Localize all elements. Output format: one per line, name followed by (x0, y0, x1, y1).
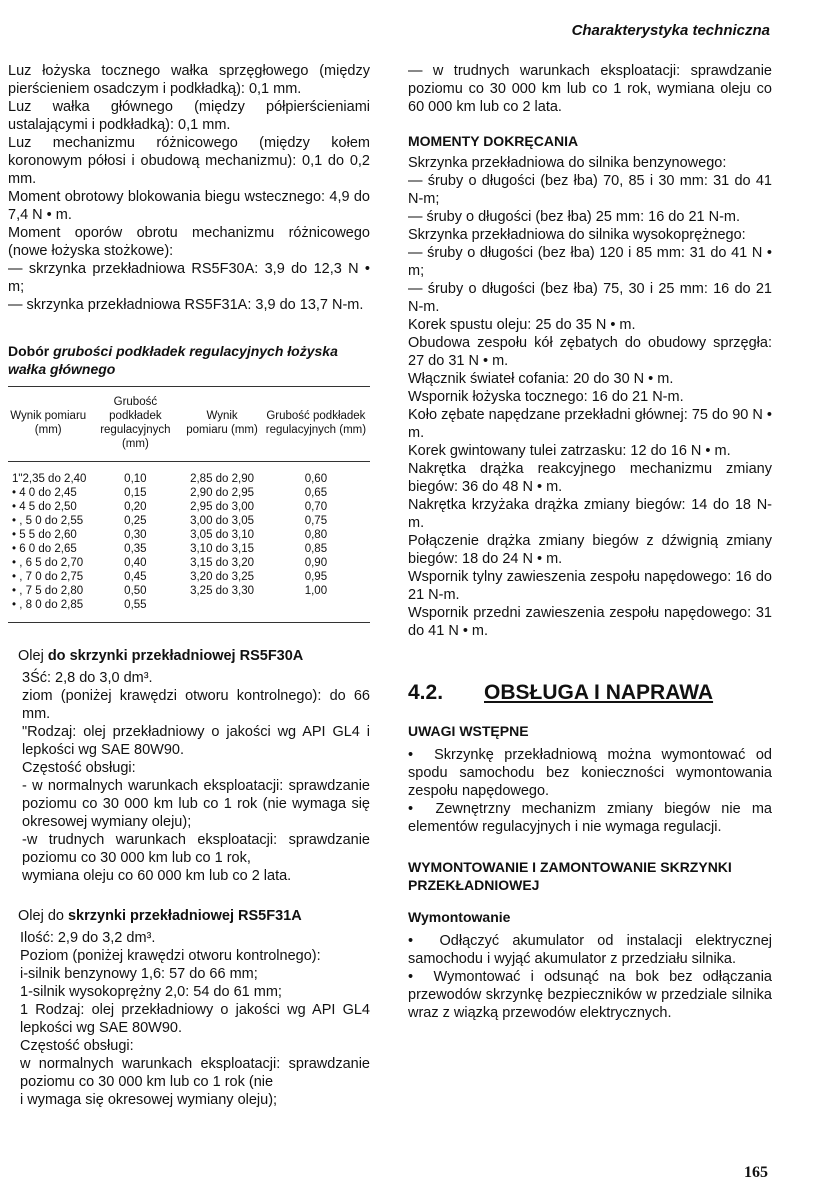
paragraph: Koło zębate napędzane przekładni głównej: 75 do 90 N • m. (408, 407, 772, 441)
paragraph: Luz mechanizmu różnicowego (między kołem koronowym półosi i obudową mechanizmu): 0,1 do 0,2 mm. (8, 135, 370, 187)
table-column-2 (88, 462, 182, 623)
table-header: Wynik pomiaru (mm) (8, 387, 88, 462)
paragraph: -w trudnych warunkach eksploatacji: sprawdzanie poziomu co 30 000 km lub co 1 rok, (22, 832, 370, 866)
paragraph: Luz wałka głównego (między półpierścieniami ustalającymi i podkładką): 0,1 mm. (8, 99, 370, 133)
paragraph: Wspornik przedni zawieszenia zespołu napędowego: 31 do 41 N • m. (408, 605, 772, 639)
paragraph: wymiana oleju co 60 000 km lub co 2 lata. (22, 868, 292, 884)
table-cell: 3,15 do 3,20 (190, 557, 255, 569)
table-header: Grubość podkładek regulacyjnych (mm) (262, 387, 370, 462)
torque-title: MOMENTY DOKRĘCANIA (408, 133, 579, 149)
table-cell: 0,70 (304, 501, 328, 513)
bullet-item: • Odłączyć akumulator od instalacji elektrycznej samochodu i wyjąć akumulator z przedziału silnika. (408, 932, 772, 968)
bullet-item: • Zewnętrzny mechanizm zmiany biegów nie ma elementów regulacyjnych i nie wymaga regulacji. (408, 800, 772, 836)
paragraph: Wspornik łożyska tocznego: 16 do 21 N-m. (408, 389, 684, 405)
paragraph: Wspornik tylny zawieszenia zespołu napędowego: 16 do 21 N-m. (408, 569, 772, 603)
table-cell: 0,30 (124, 529, 147, 541)
table-header: Grubość podkładek regulacyjnych (mm) (88, 387, 182, 462)
paragraph: w normalnych warunkach eksploatacji: sprawdzanie poziomu co 30 000 km lub co 1 rok (nie (20, 1056, 370, 1090)
table-cell: • 5 5 do 2,60 (12, 529, 77, 541)
table-cell: 3,05 do 3,10 (190, 529, 255, 541)
section-heading (408, 681, 772, 704)
table-column-3 (182, 462, 261, 623)
paragraph: 1 Rodzaj: olej przekładniowy o jakości wg API GL4 lepkości wg SAE 80W90. (20, 1002, 370, 1036)
table-cell: 3,20 do 3,25 (190, 571, 255, 583)
left-column (8, 62, 370, 1109)
table-cell: 0,95 (304, 571, 328, 583)
table-title-italic: grubości podkładek regulacyjnych łożyska wałka głównego (8, 343, 338, 377)
paragraph: Poziom (poniżej krawędzi otworu kontrolnego): (20, 948, 321, 964)
running-header: Charakterystyka techniczna (571, 22, 770, 39)
paragraph: — śruby o długości (bez łba) 70, 85 i 30 mm: 31 do 41 N-m; (408, 173, 772, 207)
table-cell: 0,80 (304, 529, 328, 541)
table-cell: 3,00 do 3,05 (190, 515, 255, 527)
paragraph: Częstość obsługi: (20, 1038, 134, 1054)
paragraph: Moment oporów obrotu mechanizmu różnicowego (nowe łożyska stożkowe): (8, 225, 370, 259)
table-cell: 0,55 (124, 599, 147, 611)
paragraph: — skrzynka przekładniowa RS5F30A: 3,9 do 12,3 N • m; (8, 261, 370, 295)
table-cell: 1"2,35 do 2,40 (12, 473, 87, 485)
paragraph: Połączenie drążka zmiany biegów z dźwignią zmiany biegów: 18 do 24 N • m. (408, 533, 772, 567)
paragraph: - w normalnych warunkach eksploatacji: sprawdzanie poziomu co 30 000 km lub co 1 rok (nie wymaga się okresowej wymiany oleju); (22, 778, 370, 830)
paragraph: Obudowa zespołu kół zębatych do obudowy sprzęgła: 27 do 31 N • m. (408, 335, 772, 369)
paragraph: — śruby o długości (bez łba) 120 i 85 mm: 31 do 41 N • m; (408, 245, 772, 279)
oil-section-title (8, 907, 370, 925)
paragraph: Skrzynka przekładniowa do silnika wysokoprężnego: (408, 227, 746, 243)
table-cell: • 4 0 do 2,45 (12, 487, 77, 499)
table-cell: 0,60 (304, 473, 328, 485)
oil-title-prefix: Olej (18, 648, 44, 664)
paragraph: 3Ść: 2,8 do 3,0 dm³. (22, 670, 153, 686)
paragraph: — śruby o długości (bez łba) 25 mm: 16 do 21 N-m. (408, 209, 741, 225)
table-title-bold: Dobór (8, 343, 50, 359)
paragraph: Częstość obsługi: (22, 760, 136, 776)
paragraph: Korek gwintowany tulei zatrzasku: 12 do 16 N • m. (408, 443, 731, 459)
table-title (8, 342, 370, 378)
oil-section-title (8, 647, 370, 665)
table-cell: 1,00 (304, 585, 328, 597)
table-cell: 0,85 (304, 543, 328, 555)
paragraph: — skrzynka przekładniowa RS5F31A: 3,9 do 13,7 N-m. (8, 297, 364, 313)
table-cell: • , 7 5 do 2,80 (12, 585, 84, 597)
table-cell: 0,35 (124, 543, 147, 555)
oil-section-body (8, 669, 370, 885)
table-cell: • , 7 0 do 2,75 (12, 571, 84, 583)
paragraph: Nakrętka krzyżaka drążka zmiany biegów: 14 do 18 N-m. (408, 497, 772, 531)
section-number: 4.2. (408, 681, 444, 704)
table-cell: 3,10 do 3,15 (190, 543, 255, 555)
table-cell: 0,45 (124, 571, 147, 583)
paragraph: "Rodzaj: olej przekładniowy o jakości wg API GL4 i lepkości wg SAE 80W90. (22, 724, 370, 758)
table-cell: 0,40 (124, 557, 147, 569)
table-cell: • , 6 5 do 2,70 (12, 557, 84, 569)
section-title: OBSŁUGA I NAPRAWA (484, 681, 714, 704)
table-cell: 0,15 (124, 487, 147, 499)
paragraph: Skrzynka przekładniowa do silnika benzynowego: (408, 155, 727, 171)
right-column (408, 62, 772, 1022)
table-cell: 0,25 (124, 515, 147, 527)
table-column-4 (262, 462, 370, 623)
table-cell: 0,20 (124, 501, 147, 513)
page-number: 165 (744, 1164, 768, 1181)
table-cell: • 4 5 do 2,50 (12, 501, 77, 513)
table-cell: 0,10 (124, 473, 147, 485)
table-cell: 0,90 (304, 557, 328, 569)
removal-subtitle: Wymontowanie (408, 909, 511, 925)
oil-title-text: skrzynki przekładniowej RS5F31A (67, 908, 302, 924)
paragraph: ziom (poniżej krawędzi otworu kontrolnego): do 66 mm. (22, 688, 370, 722)
bullet-item: • Skrzynkę przekładniową można wymontować od spodu samochodu bez konieczności wymontowania zespołu napędowego. (408, 746, 772, 800)
paragraph: — śruby o długości (bez łba) 75, 30 i 25 mm: 16 do 21 N-m. (408, 281, 772, 315)
paragraph: — w trudnych warunkach eksploatacji: sprawdzanie poziomu co 30 000 km lub co 1 rok, wymiana oleju co 60 000 km lub co 2 lata. (408, 63, 772, 115)
oil-section-body (8, 929, 370, 1109)
paragraph: i-silnik benzynowy 1,6: 57 do 66 mm; (20, 966, 258, 982)
removal-title: WYMONTOWANIE I ZAMONTOWANIE SKRZYNKI PRZEKŁADNIOWEJ (408, 859, 732, 893)
table-cell: 0,50 (124, 585, 147, 597)
paragraph: Korek spustu oleju: 25 do 35 N • m. (408, 317, 636, 333)
paragraph: i wymaga się okresowej wymiany oleju); (20, 1092, 278, 1108)
table-column-1 (8, 462, 88, 623)
prelim-title: UWAGI WSTĘPNE (408, 723, 529, 739)
table-cell: • 6 0 do 2,65 (12, 543, 77, 555)
paragraph: Ilość: 2,9 do 3,2 dm³. (20, 930, 156, 946)
table-cell: 2,90 do 2,95 (190, 487, 255, 499)
paragraph: Luz łożyska tocznego wałka sprzęgłowego (między pierścieniem osadczym i podkładką): 0,1 mm. (8, 63, 370, 97)
paragraph: Włącznik świateł cofania: 20 do 30 N • m. (408, 371, 674, 387)
table-cell: 2,95 do 3,00 (190, 501, 255, 513)
paragraph: Nakrętka drążka reakcyjnego mechanizmu zmiany biegów: 36 do 48 N • m. (408, 461, 772, 495)
table-cell: • , 8 0 do 2,85 (12, 599, 84, 611)
bullet-item: • Wymontować i odsunąć na bok bez odłączania przewodów skrzynkę bezpieczników w przedziale silnika wraz z wiązką przewodów elektrycznych. (408, 968, 772, 1022)
paragraph: Moment obrotowy blokowania biegu wstecznego: 4,9 do 7,4 N • m. (8, 189, 370, 223)
oil-title-prefix: Olej do (18, 908, 64, 924)
table-cell: 3,25 do 3,30 (190, 585, 255, 597)
table-cell: • , 5 0 do 2,55 (12, 515, 84, 527)
table-header: Wynik pomiaru (mm) (182, 387, 261, 462)
table-cell: 0,75 (304, 515, 328, 527)
paragraph: 1-silnik wysokoprężny 2,0: 54 do 61 mm; (20, 984, 282, 1000)
oil-title-text: do skrzynki przekładniowej RS5F30A (47, 648, 304, 664)
table-cell: 0,65 (304, 487, 328, 499)
shim-table (8, 386, 370, 623)
table-cell: 2,85 do 2,90 (190, 473, 255, 485)
